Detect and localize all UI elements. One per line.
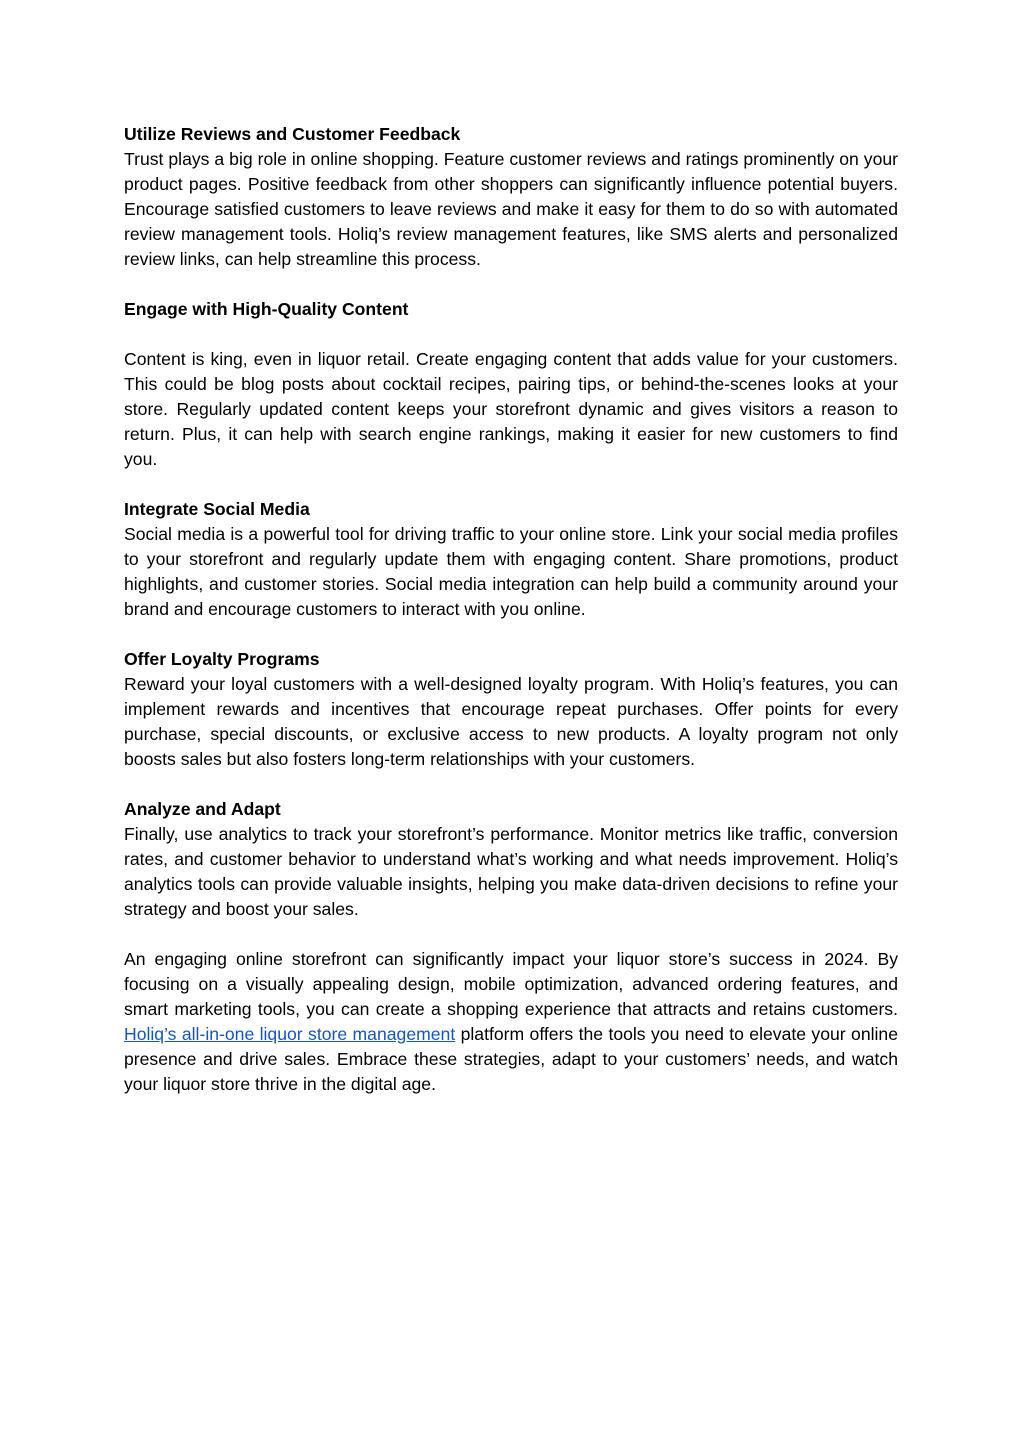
section-body-social-media: Social media is a powerful tool for driving traffic to your online store. Link your social media profiles to your storefront and regularly update them with engaging content. Share promotions, product highlights, and customer stories. Social media integration can help build a community around your brand and encourage customers to interact with you online. [124,524,898,619]
document-page [124,122,898,1097]
section-body-content: Content is king, even in liquor retail. Create engaging content that adds value for your customers. This could be blog posts about cocktail recipes, pairing tips, or behind-the-scenes looks at your store. Regularly updated content keeps your storefront dynamic and gives visitors a reason to return. Plus, it can help with search engine rankings, making it easier for new customers to find you. [124,349,898,469]
conclusion-paragraph [124,947,898,1097]
paragraph-spacer [124,922,898,947]
section-body-analyze: Finally, use analytics to track your storefront’s performance. Monitor metrics like traffic, conversion rates, and customer behavior to understand what’s working and what needs improvement. Holiq’s analytics tools can provide valuable insights, helping you make data-driven decisions to refine your strategy and boost your sales. [124,824,898,919]
paragraph-spacer [124,772,898,797]
section-heading-social-media: Integrate Social Media [124,499,310,519]
section-heading-loyalty: Offer Loyalty Programs [124,649,320,669]
section-heading-content: Engage with High-Quality Content [124,299,409,319]
section-heading-analyze: Analyze and Adapt [124,799,281,819]
conclusion-text-after-link: platform offers the tools you need to elevate your online presence and drive sales. Embrace these strategies, adapt to your customers’ needs, and watch your liquor store thrive in the digital age. [124,1024,898,1094]
holiq-management-link[interactable]: Holiq’s all-in-one liquor store management [124,1024,456,1044]
section-heading-reviews: Utilize Reviews and Customer Feedback [124,124,461,144]
section-body-loyalty: Reward your loyal customers with a well-designed loyalty program. With Holiq’s features, you can implement rewards and incentives that encourage repeat purchases. Offer points for every purchase, special discounts, or exclusive access to new products. A loyalty program not only boosts sales but also fosters long-term relationships with your customers. [124,674,898,769]
paragraph-spacer [124,272,898,297]
conclusion-text-before-link: An engaging online storefront can significantly impact your liquor store’s success in 2024. By focusing on a visually appealing design, mobile optimization, advanced ordering features, and smart marketing tools, you can create a shopping experience that attracts and retains customers. [124,949,898,1019]
paragraph-spacer [124,322,898,347]
paragraph-spacer [124,472,898,497]
paragraph-spacer [124,622,898,647]
section-body-reviews: Trust plays a big role in online shopping. Feature customer reviews and ratings prominently on your product pages. Positive feedback from other shoppers can significantly influence potential buyers. Encourage satisfied customers to leave reviews and make it easy for them to do so with automated review management tools. Holiq’s review management features, like SMS alerts and personalized review links, can help streamline this process. [124,149,898,269]
